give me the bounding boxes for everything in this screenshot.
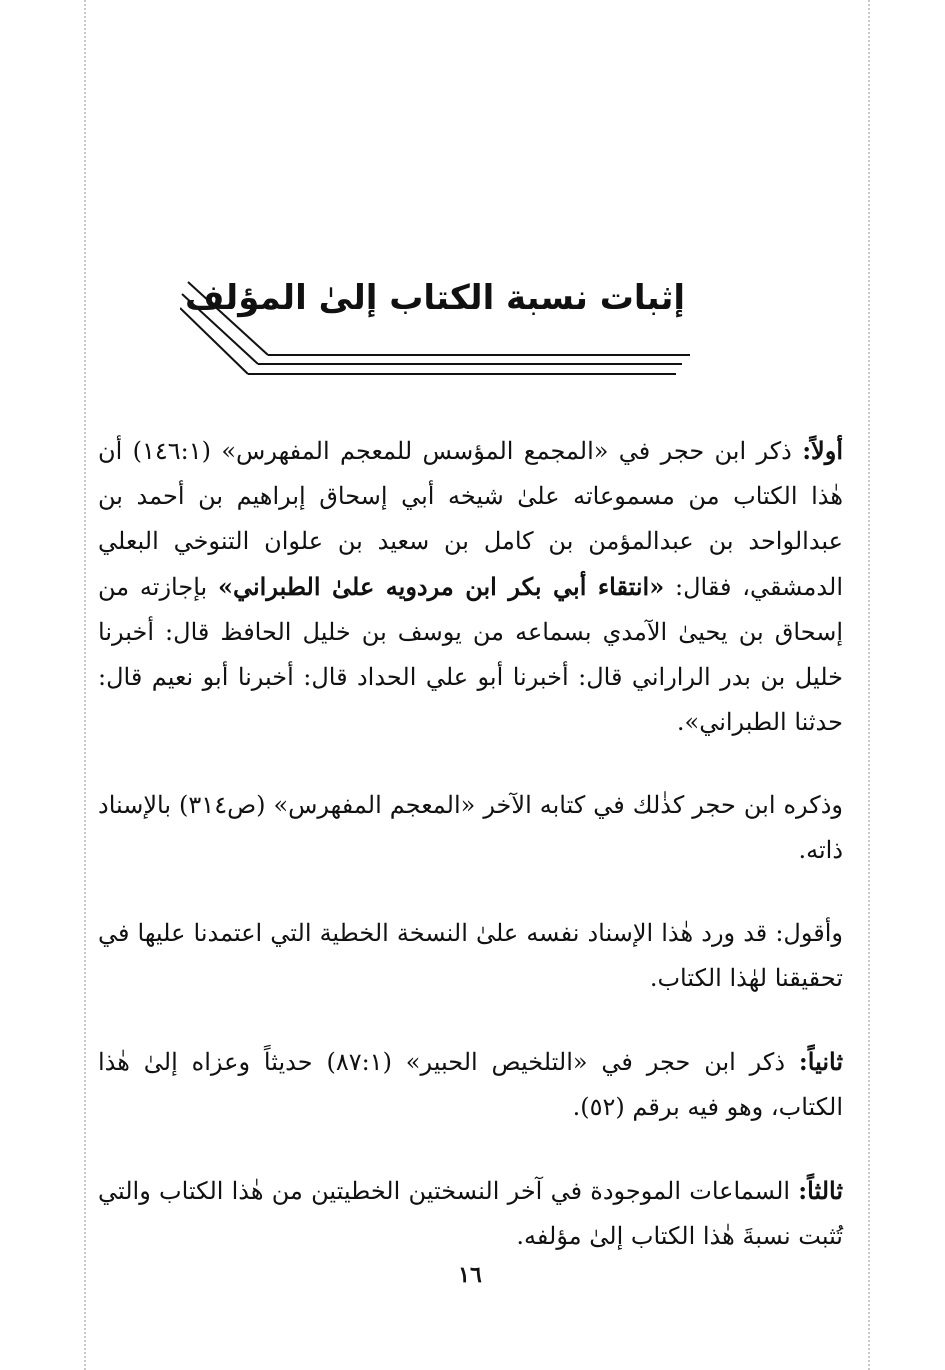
paragraph-third — [98, 911, 843, 1001]
paragraph-text: وذكره ابن حجر كذٰلك في كتابه الآخر «المعجم المفهرس» (ص٣١٤) بالإسناد ذاته. — [98, 791, 844, 864]
heading-block — [180, 262, 695, 382]
scan-artifact-right — [868, 0, 870, 1370]
paragraph-fourth — [98, 1039, 843, 1130]
page-number: ١٦ — [458, 1262, 482, 1288]
paragraph-text-continued: بإجازته من إسحاق بن يحيىٰ الآمدي بسماعه من يوسف بن خليل الحافظ قال: أخبرنا خليل بن بدر الراراني قال: أخبرنا أبو علي الحداد قال: أخبرنا أبو نعيم قال: حدثنا الطبراني». — [98, 573, 843, 736]
paragraph-text: وأقول: قد ورد هٰذا الإسناد نفسه علىٰ النسخة الخطية التي اعتمدنا عليها في تحقيقنا لهٰذا الكتاب. — [98, 919, 843, 992]
paragraph-lead: ثانياً: — [798, 1047, 843, 1076]
paragraph-first — [98, 428, 843, 745]
paragraph-lead: ثالثاً: — [798, 1176, 843, 1205]
scan-artifact-left — [84, 0, 86, 1370]
paragraph-text: ذكر ابن حجر في «المجمع المؤسس للمعجم المفهرس» (١٤٦:١) أن هٰذا الكتاب من مسموعاته علىٰ شيخه أبي إسحاق إبراهيم بن أحمد بن عبدالواحد بن عبدالمؤمن بن كامل بن سعيد بن علوان التنوخي البعلي الدمشقي، فقال: — [98, 437, 843, 601]
paragraph-second — [98, 783, 843, 873]
body-text — [98, 428, 843, 1297]
paragraph-lead: أولاً: — [802, 436, 843, 465]
book-title: «انتقاء أبي بكر ابن مردويه علىٰ الطبراني» — [217, 572, 665, 601]
paragraph-fifth — [98, 1168, 843, 1259]
page-title: إثبات نسبة الكتاب إلىٰ المؤلف — [184, 278, 685, 318]
paragraph-text: السماعات الموجودة في آخر النسختين الخطيتين من هٰذا الكتاب والتي تُثبت نسبةَ هٰذا الكتاب إلىٰ مؤلفه. — [98, 1177, 843, 1250]
paragraph-text: ذكر ابن حجر في «التلخيص الحبير» (٨٧:١) حديثاً وعزاه إلىٰ هٰذا الكتاب، وهو فيه برقم (٥٢). — [98, 1048, 843, 1121]
